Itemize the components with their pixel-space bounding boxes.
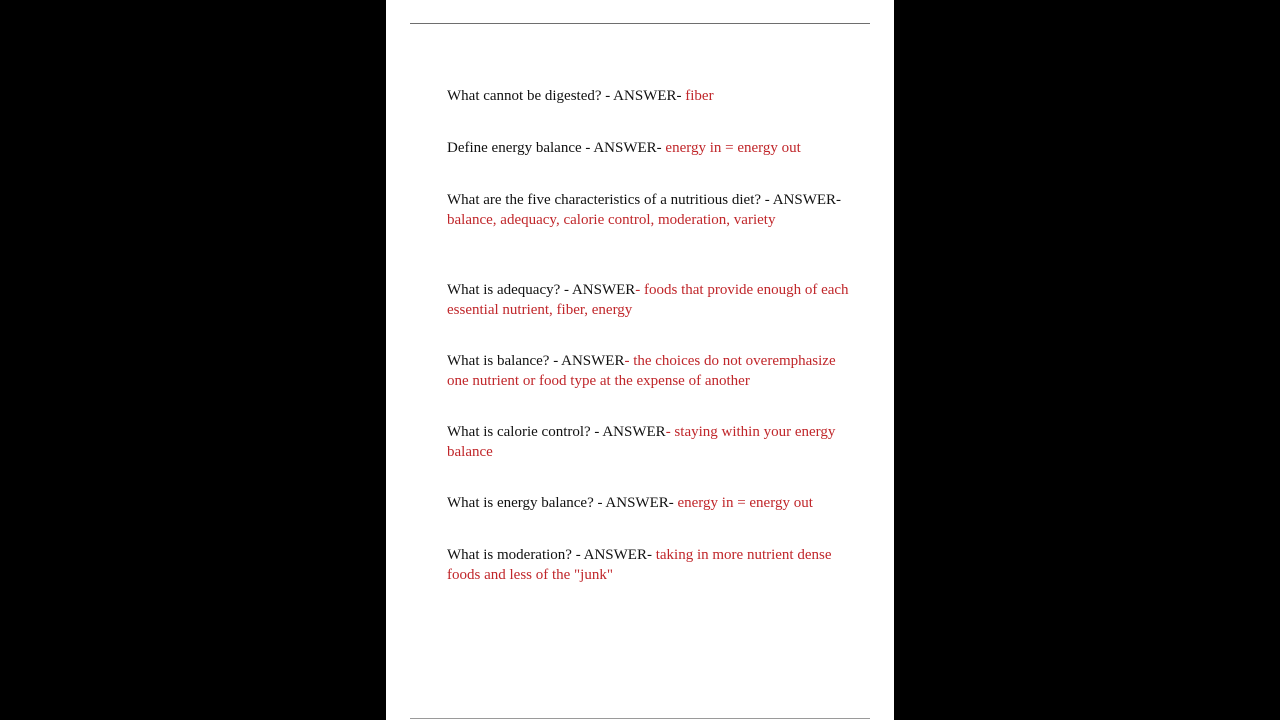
answer-text: fiber (685, 88, 714, 104)
question-text: What is moderation? - ANSWER- (447, 547, 656, 563)
question-text: What is energy balance? - ANSWER- (447, 495, 678, 511)
document-page (386, 0, 894, 720)
answer-text: energy in = energy out (677, 495, 813, 511)
qa-item (447, 423, 857, 462)
answer-text: taking in more nutrient dense foods and less of the "junk" (447, 547, 832, 583)
answer-text: - foods that provide enough of each essential nutrient, fiber, energy (447, 282, 849, 318)
qa-item (447, 352, 857, 391)
answer-text: - the choices do not overemphasize one nutrient or food type at the expense of another (447, 353, 836, 389)
question-text: What cannot be digested? - ANSWER- (447, 88, 686, 104)
question-text: What is adequacy? - ANSWER (447, 282, 636, 298)
qa-item (447, 281, 857, 320)
question-text: What is balance? - ANSWER (447, 353, 625, 369)
question-text: What is calorie control? - ANSWER (447, 424, 666, 440)
answer-text: balance, adequacy, calorie control, moderation, variety (447, 211, 776, 228)
qa-item (447, 494, 857, 514)
question-text: Define energy balance - ANSWER- (447, 140, 666, 156)
bottom-divider (410, 718, 870, 719)
qa-item (447, 191, 857, 230)
qa-item (447, 546, 857, 585)
qa-item (447, 139, 857, 159)
answer-text: - staying within your energy balance (447, 424, 836, 460)
qa-item (447, 87, 857, 107)
top-divider (410, 23, 870, 24)
answer-text: energy in = energy out (665, 140, 801, 156)
question-text: What are the five characteristics of a nutritious diet? - ANSWER- (447, 192, 842, 208)
